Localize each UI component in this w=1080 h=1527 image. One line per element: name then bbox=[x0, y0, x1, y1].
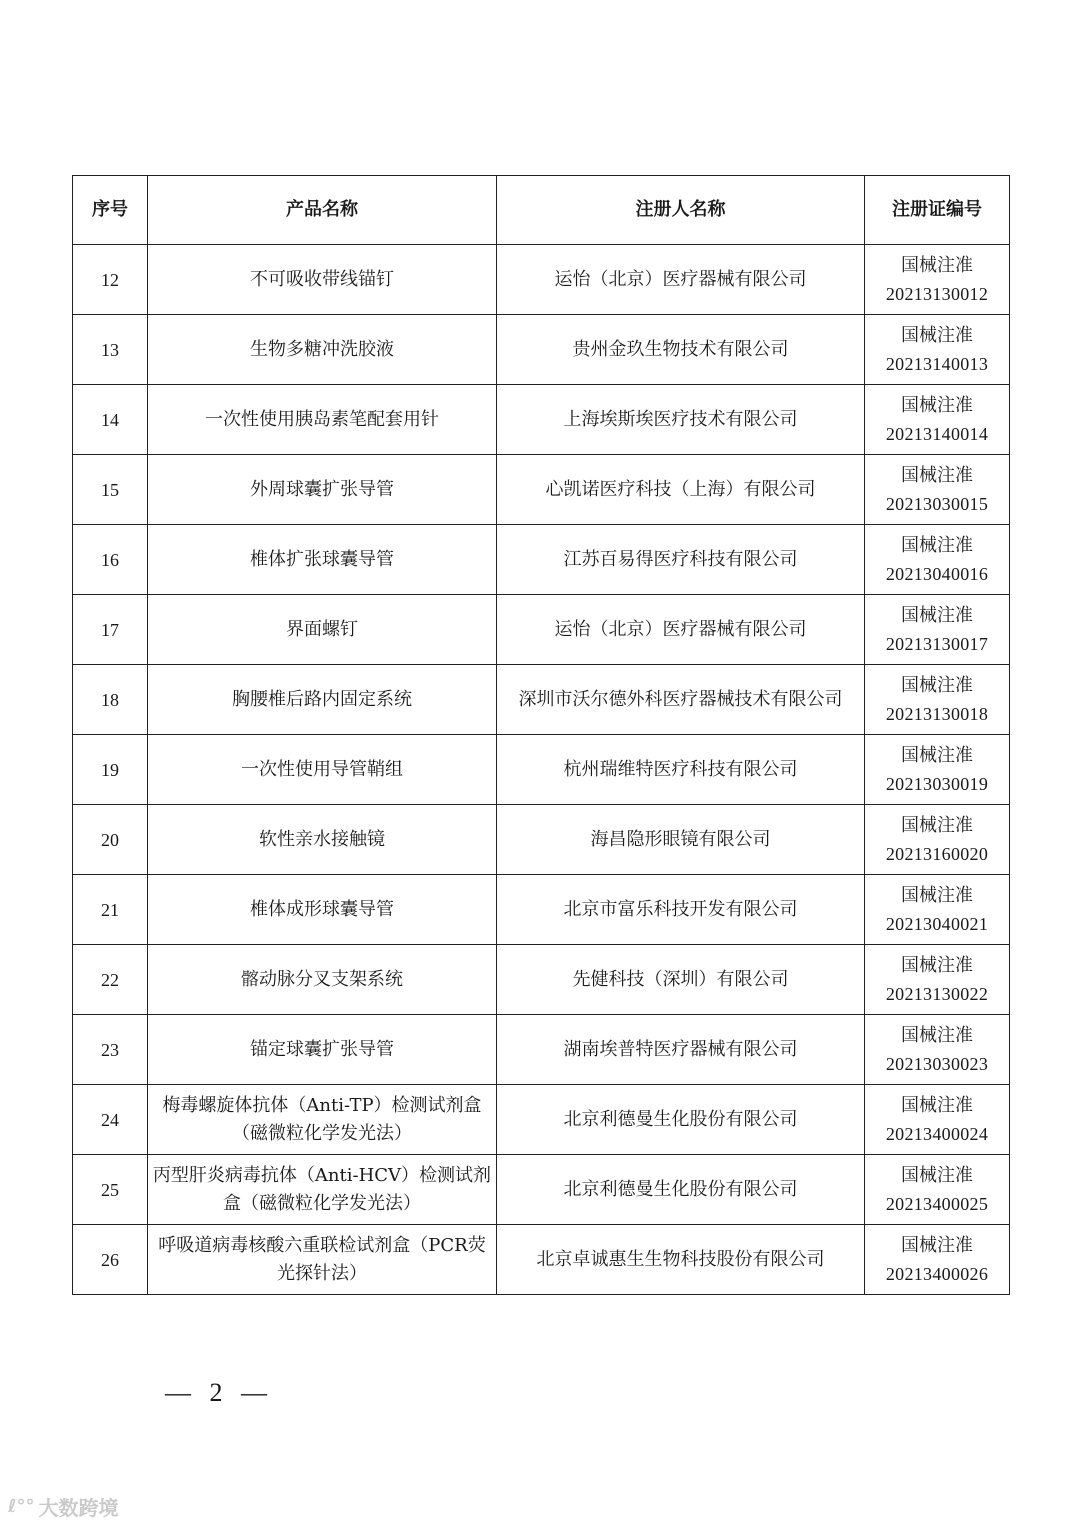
certificate-prefix: 国械注准 bbox=[901, 394, 973, 416]
cell-product-name: 丙型肝炎病毒抗体（Anti-HCV）检测试剂盒（磁微粒化学发光法） bbox=[148, 1155, 497, 1225]
table-row bbox=[73, 315, 1010, 385]
cell-certificate-number bbox=[865, 385, 1010, 455]
cell-product-name: 界面螺钉 bbox=[148, 595, 497, 665]
cell-serial: 26 bbox=[73, 1225, 148, 1295]
cell-product-name: 生物多糖冲洗胶液 bbox=[148, 315, 497, 385]
cell-registrant-name: 海昌隐形眼镜有限公司 bbox=[497, 805, 865, 875]
header-registrant-name: 注册人名称 bbox=[497, 176, 865, 245]
certificate-code: 20213160020 bbox=[885, 843, 989, 864]
cell-registrant-name: 北京利德曼生化股份有限公司 bbox=[497, 1155, 865, 1225]
watermark-logo-icon: ℓ°° bbox=[8, 1496, 35, 1517]
cell-product-name: 外周球囊扩张导管 bbox=[148, 455, 497, 525]
cell-serial: 14 bbox=[73, 385, 148, 455]
certificate-prefix: 国械注准 bbox=[901, 954, 973, 976]
cell-serial: 15 bbox=[73, 455, 148, 525]
cell-registrant-name: 北京市富乐科技开发有限公司 bbox=[497, 875, 865, 945]
certificate-prefix: 国械注准 bbox=[901, 1094, 973, 1116]
certificate-prefix: 国械注准 bbox=[901, 464, 973, 486]
cell-registrant-name: 运怡（北京）医疗器械有限公司 bbox=[497, 245, 865, 315]
certificate-code: 20213040021 bbox=[885, 913, 989, 934]
registration-table bbox=[72, 175, 1010, 1295]
watermark-text: 大数跨境 bbox=[38, 1496, 119, 1520]
cell-serial: 17 bbox=[73, 595, 148, 665]
certificate-prefix: 国械注准 bbox=[901, 534, 973, 556]
cell-certificate-number bbox=[865, 1225, 1010, 1295]
certificate-prefix: 国械注准 bbox=[901, 884, 973, 906]
cell-serial: 16 bbox=[73, 525, 148, 595]
cell-product-name: 椎体成形球囊导管 bbox=[148, 875, 497, 945]
certificate-prefix: 国械注准 bbox=[901, 254, 973, 276]
certificate-code: 20213130017 bbox=[885, 633, 989, 654]
cell-registrant-name: 江苏百易得医疗科技有限公司 bbox=[497, 525, 865, 595]
table-row bbox=[73, 455, 1010, 525]
cell-product-name: 不可吸收带线锚钉 bbox=[148, 245, 497, 315]
certificate-code: 20213130012 bbox=[885, 283, 989, 304]
header-certificate-number: 注册证编号 bbox=[865, 176, 1010, 245]
table-row bbox=[73, 1155, 1010, 1225]
cell-serial: 20 bbox=[73, 805, 148, 875]
cell-serial: 21 bbox=[73, 875, 148, 945]
header-serial: 序号 bbox=[73, 176, 148, 245]
cell-product-name: 锚定球囊扩张导管 bbox=[148, 1015, 497, 1085]
cell-certificate-number bbox=[865, 665, 1010, 735]
table-row bbox=[73, 385, 1010, 455]
certificate-code: 20213400024 bbox=[885, 1123, 989, 1144]
certificate-prefix: 国械注准 bbox=[901, 324, 973, 346]
cell-certificate-number bbox=[865, 875, 1010, 945]
table-row bbox=[73, 665, 1010, 735]
cell-registrant-name: 深圳市沃尔德外科医疗器械技术有限公司 bbox=[497, 665, 865, 735]
cell-certificate-number bbox=[865, 805, 1010, 875]
certificate-code: 20213400026 bbox=[885, 1263, 989, 1284]
cell-registrant-name: 上海埃斯埃医疗技术有限公司 bbox=[497, 385, 865, 455]
page-number: — 2 — bbox=[165, 1378, 273, 1407]
cell-registrant-name: 先健科技（深圳）有限公司 bbox=[497, 945, 865, 1015]
cell-serial: 25 bbox=[73, 1155, 148, 1225]
table-row bbox=[73, 875, 1010, 945]
cell-serial: 13 bbox=[73, 315, 148, 385]
cell-product-name: 软性亲水接触镜 bbox=[148, 805, 497, 875]
certificate-prefix: 国械注准 bbox=[901, 814, 973, 836]
cell-product-name: 梅毒螺旋体抗体（Anti-TP）检测试剂盒（磁微粒化学发光法） bbox=[148, 1085, 497, 1155]
certificate-code: 20213030023 bbox=[885, 1053, 989, 1074]
certificate-code: 20213040016 bbox=[885, 563, 989, 584]
watermark bbox=[8, 1492, 119, 1521]
table-row bbox=[73, 1015, 1010, 1085]
certificate-prefix: 国械注准 bbox=[901, 744, 973, 766]
cell-product-name: 椎体扩张球囊导管 bbox=[148, 525, 497, 595]
cell-serial: 18 bbox=[73, 665, 148, 735]
cell-registrant-name: 湖南埃普特医疗器械有限公司 bbox=[497, 1015, 865, 1085]
cell-certificate-number bbox=[865, 1155, 1010, 1225]
cell-registrant-name: 北京卓诚惠生生物科技股份有限公司 bbox=[497, 1225, 865, 1295]
table-header-row bbox=[73, 176, 1010, 245]
table-row bbox=[73, 805, 1010, 875]
cell-registrant-name: 心凯诺医疗科技（上海）有限公司 bbox=[497, 455, 865, 525]
table-row bbox=[73, 595, 1010, 665]
certificate-code: 20213130018 bbox=[885, 703, 989, 724]
cell-product-name: 胸腰椎后路内固定系统 bbox=[148, 665, 497, 735]
cell-serial: 22 bbox=[73, 945, 148, 1015]
header-product-name: 产品名称 bbox=[148, 176, 497, 245]
cell-product-name: 一次性使用胰岛素笔配套用针 bbox=[148, 385, 497, 455]
certificate-code: 20213030015 bbox=[885, 493, 989, 514]
cell-certificate-number bbox=[865, 315, 1010, 385]
certificate-prefix: 国械注准 bbox=[901, 1024, 973, 1046]
table-row bbox=[73, 245, 1010, 315]
certificate-prefix: 国械注准 bbox=[901, 604, 973, 626]
certificate-code: 20213030019 bbox=[885, 773, 989, 794]
certificate-code: 20213140014 bbox=[885, 423, 989, 444]
cell-certificate-number bbox=[865, 1085, 1010, 1155]
certificate-code: 20213400025 bbox=[885, 1193, 989, 1214]
certificate-prefix: 国械注准 bbox=[901, 674, 973, 696]
cell-registrant-name: 贵州金玖生物技术有限公司 bbox=[497, 315, 865, 385]
certificate-code: 20213140013 bbox=[885, 353, 989, 374]
cell-certificate-number bbox=[865, 525, 1010, 595]
cell-registrant-name: 运怡（北京）医疗器械有限公司 bbox=[497, 595, 865, 665]
table-row bbox=[73, 1085, 1010, 1155]
cell-certificate-number bbox=[865, 595, 1010, 665]
cell-product-name: 一次性使用导管鞘组 bbox=[148, 735, 497, 805]
cell-registrant-name: 北京利德曼生化股份有限公司 bbox=[497, 1085, 865, 1155]
table-row bbox=[73, 1225, 1010, 1295]
cell-serial: 19 bbox=[73, 735, 148, 805]
cell-serial: 24 bbox=[73, 1085, 148, 1155]
cell-certificate-number bbox=[865, 1015, 1010, 1085]
certificate-prefix: 国械注准 bbox=[901, 1234, 973, 1256]
cell-registrant-name: 杭州瑞维特医疗科技有限公司 bbox=[497, 735, 865, 805]
cell-certificate-number bbox=[865, 945, 1010, 1015]
table-row bbox=[73, 525, 1010, 595]
certificate-code: 20213130022 bbox=[885, 983, 989, 1004]
cell-product-name: 呼吸道病毒核酸六重联检试剂盒（PCR荧光探针法） bbox=[148, 1225, 497, 1295]
table-row bbox=[73, 735, 1010, 805]
table-row bbox=[73, 945, 1010, 1015]
cell-product-name: 髂动脉分叉支架系统 bbox=[148, 945, 497, 1015]
cell-serial: 23 bbox=[73, 1015, 148, 1085]
certificate-prefix: 国械注准 bbox=[901, 1164, 973, 1186]
cell-certificate-number bbox=[865, 735, 1010, 805]
cell-certificate-number bbox=[865, 455, 1010, 525]
cell-serial: 12 bbox=[73, 245, 148, 315]
cell-certificate-number bbox=[865, 245, 1010, 315]
